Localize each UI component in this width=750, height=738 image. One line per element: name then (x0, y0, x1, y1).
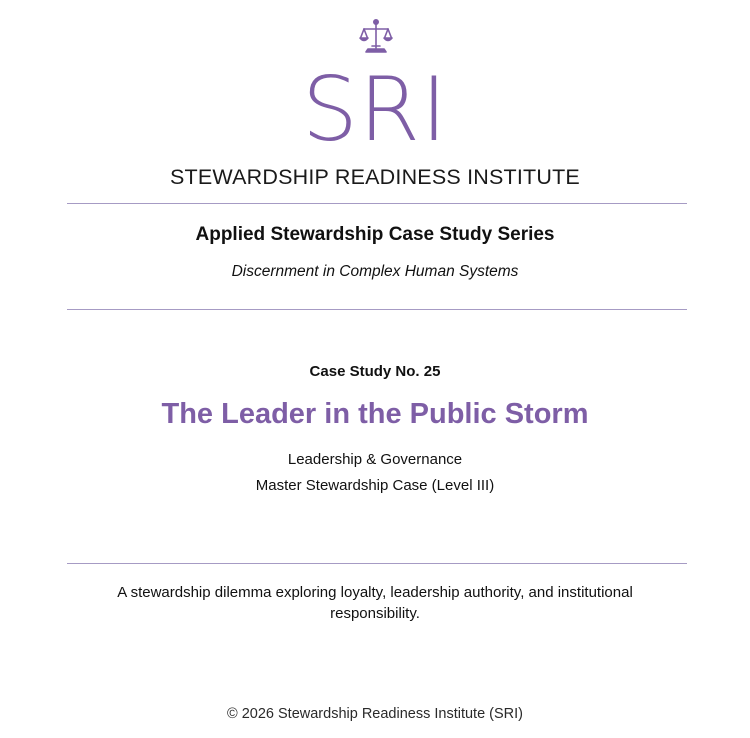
case-title: The Leader in the Public Storm (161, 398, 589, 430)
case-level: Master Stewardship Case (Level III) (255, 477, 495, 494)
logo-acronym: SRI (302, 58, 448, 161)
divider-middle (67, 309, 687, 310)
divider-top (67, 203, 687, 204)
divider-bottom (67, 563, 687, 564)
organization-name: STEWARDSHIP READINESS INSTITUTE (170, 165, 580, 189)
copyright-notice: © 2026 Stewardship Readiness Institute (SRI) (227, 706, 523, 722)
case-category: Leadership & Governance (287, 451, 463, 468)
case-number: Case Study No. 25 (309, 363, 441, 380)
series-title: Applied Stewardship Case Study Series (195, 224, 555, 245)
case-description: A stewardship dilemma exploring loyalty, leadership authority, and institutional responsibility. (117, 584, 633, 622)
scales-of-justice-icon (359, 18, 393, 54)
series-subtitle: Discernment in Complex Human Systems (231, 263, 519, 280)
